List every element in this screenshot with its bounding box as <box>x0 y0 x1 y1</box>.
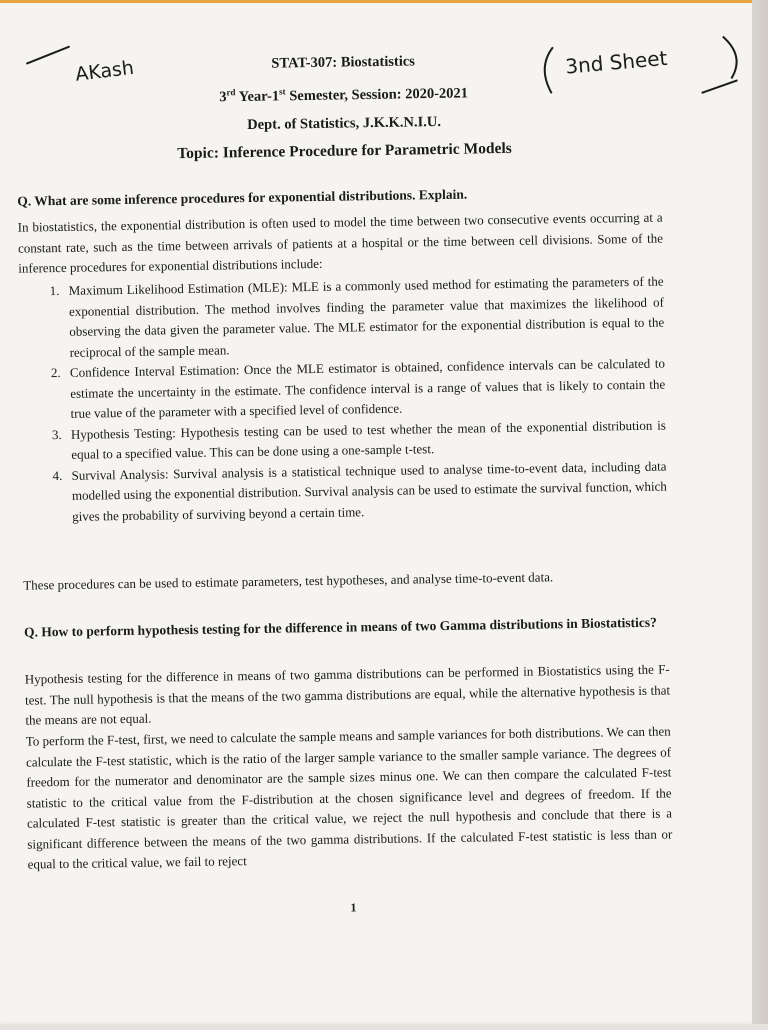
q1-procedure-list <box>19 272 668 528</box>
handwritten-sheet-note: 3nd Sheet <box>564 45 669 79</box>
department-line: Dept. of Statistics, J.K.K.N.I.U. <box>247 113 442 133</box>
semester-line: 3rd Year-1st Semester, Session: 2020-2021 <box>219 85 469 106</box>
q1-intro: In biostatistics, the exponential distribution is often used to model the time between two consecutive events occurring at a constant rate, such as the time between arrivals of patients at a hospital or the time between cell divisions. Some of the inference procedures for exponential distributions include: <box>17 209 664 276</box>
question-1: Q. What are some inference procedures for exponential distributions. Explain. <box>17 186 468 209</box>
list-item: 3. Hypothesis Testing: Hypothesis testing can be used to test whether the mean of the exponential distribution is equal to a specified value. This can be done using a one-sample t-test. <box>65 415 667 465</box>
question-2: Q. How to perform hypothesis testing for the difference in means of two Gamma distributions in Biostatistics? <box>23 614 657 640</box>
q2-paragraph-2: To perform the F-test, first, we need to calculate the sample means and sample variances for both distributions. We can then calculate the F-test statistic, which is the ratio of the larger sample variance to the smaller sample variance. The degrees of freedom for the numerator and denominator are the sample sizes minus one. We can then compare the calculated F-test statistic to the critical value from the F-distribution at the chosen significance level and degrees of freedom. If the calculated F-test statistic is greater than the critical value, we reject the null hypothesis and conclude that there is a significant difference between the means of the two gamma distributions. If the calculated F-test statistic is less than or equal to the critical value, we fail to reject <box>25 723 673 872</box>
page-edge-shadow <box>752 0 768 1024</box>
topic-title: Topic: Inference Procedure for Parametric Models <box>177 139 512 162</box>
list-item: 1. Maximum Likelihood Estimation (MLE): MLE is a commonly used method for estimating the parameters of the exponential distribution. The method involves finding the parameter value that maximizes the likelihood of observing the data given the parameter value. The MLE estimator for the exponential distribution is equal to the reciprocal of the sample mean. <box>63 272 665 363</box>
handwritten-stroke <box>23 41 73 72</box>
handwritten-name: AKash <box>74 56 136 86</box>
course-title: STAT-307: Biostatistics <box>271 53 416 72</box>
document-header <box>133 45 555 168</box>
page-number: 1 <box>350 900 357 915</box>
q2-paragraph-1: Hypothesis testing for the difference in means of two gamma distributions can be performed in Biostatistics using the F-test. The null hypothesis is that the means of the two gamma distributions are equal, while the alternative hypothesis is that the means are not equal. <box>24 661 671 728</box>
q1-conclusion: These procedures can be used to estimate parameters, test hypotheses, and analyse time-to-event data. <box>23 569 554 593</box>
list-item: 4. Survival Analysis: Survival analysis is a statistical technique used to analyse time-to-event data, including data modelled using the exponential distribution. Survival analysis can be used to estimate the survival function, which gives the probability of surviving beyond a certain time. <box>65 456 667 527</box>
list-item: 2. Confidence Interval Estimation: Once the MLE estimator is obtained, confidence intervals can be calculated to estimate the uncertainty in the estimate. The confidence interval is a range of values that is likely to contain the true value of the parameter with a specified level of confidence. <box>64 354 666 425</box>
q1-list-container <box>19 272 668 528</box>
